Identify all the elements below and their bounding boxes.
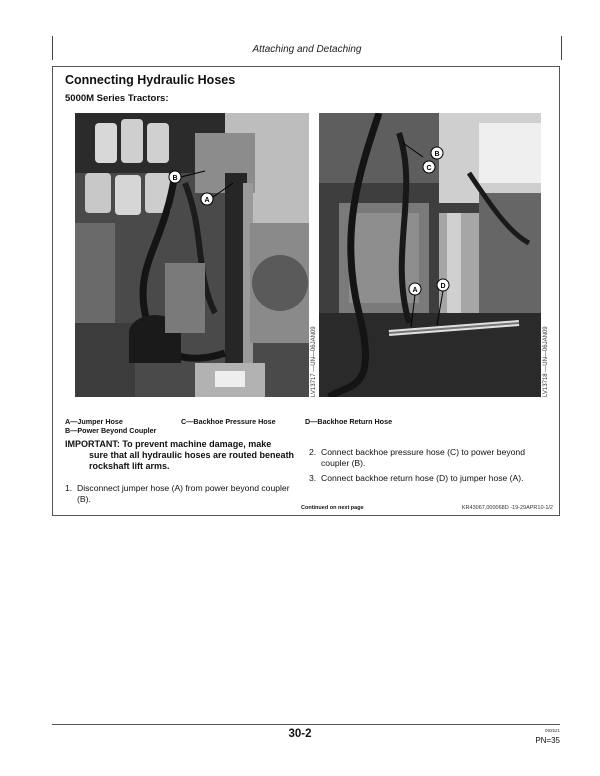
callout-d-right: D xyxy=(440,283,446,290)
legend-backhoe-return-hose: D—Backhoe Return Hose xyxy=(305,417,393,426)
important-lead: IMPORTANT: To prevent machine damage, make xyxy=(65,439,272,449)
page-number: 30-2 xyxy=(288,728,312,740)
step-3-number: 3. xyxy=(309,473,317,483)
step-3-text: Connect backhoe return hose (D) to jumper hose (A). xyxy=(321,473,524,483)
legend-jumper-hose: A—Jumper Hose xyxy=(65,417,123,426)
callout-c-right: C xyxy=(426,165,432,172)
footer-small-code: 092521 xyxy=(544,728,560,733)
important-notice xyxy=(65,439,295,472)
photo-right-image xyxy=(319,113,541,397)
section-title: Connecting Hydraulic Hoses xyxy=(65,73,236,87)
legend-power-beyond-coupler: B—Power Beyond Coupler xyxy=(65,426,157,435)
step-1 xyxy=(65,483,295,504)
footer-rule xyxy=(52,724,560,725)
step-1-text: Disconnect jumper hose (A) from power beyond coupler (B). xyxy=(77,483,290,504)
step-2 xyxy=(309,447,549,468)
step-2-text: Connect backhoe pressure hose (C) to power beyond coupler (B). xyxy=(321,447,525,468)
photo-left-image xyxy=(75,113,309,397)
footer-pn: PN=35 xyxy=(535,736,560,745)
step-2-number: 2. xyxy=(309,447,317,457)
photo-right-code: LV13718 —UN—06JAN09 xyxy=(543,326,549,397)
legend-backhoe-pressure-hose: C—Backhoe Pressure Hose xyxy=(181,417,276,426)
photo-right-hydraulic-hoses xyxy=(319,113,541,397)
photo-left-code: LV13717 —UN—06JAN09 xyxy=(311,326,317,397)
step-1-number: 1. xyxy=(65,483,73,493)
step-3 xyxy=(309,473,549,484)
content-box xyxy=(52,66,560,516)
callout-b-right: B xyxy=(434,151,440,158)
document-reference: KR43067,000068D -19-29APR10-1/2 xyxy=(461,505,553,511)
header-frame xyxy=(52,36,562,60)
header-title: Attaching and Detaching xyxy=(252,44,362,55)
photo-left-hydraulic-hoses xyxy=(75,113,309,397)
callout-b-left: B xyxy=(172,175,178,182)
series-label: 5000M Series Tractors: xyxy=(65,93,169,104)
callout-a-right: A xyxy=(412,287,418,294)
continued-note: Continued on next page xyxy=(301,505,364,511)
callout-a-left: A xyxy=(204,197,210,204)
important-rest: sure that all hydraulic hoses are routed beneath rockshaft lift arms. xyxy=(89,450,295,471)
